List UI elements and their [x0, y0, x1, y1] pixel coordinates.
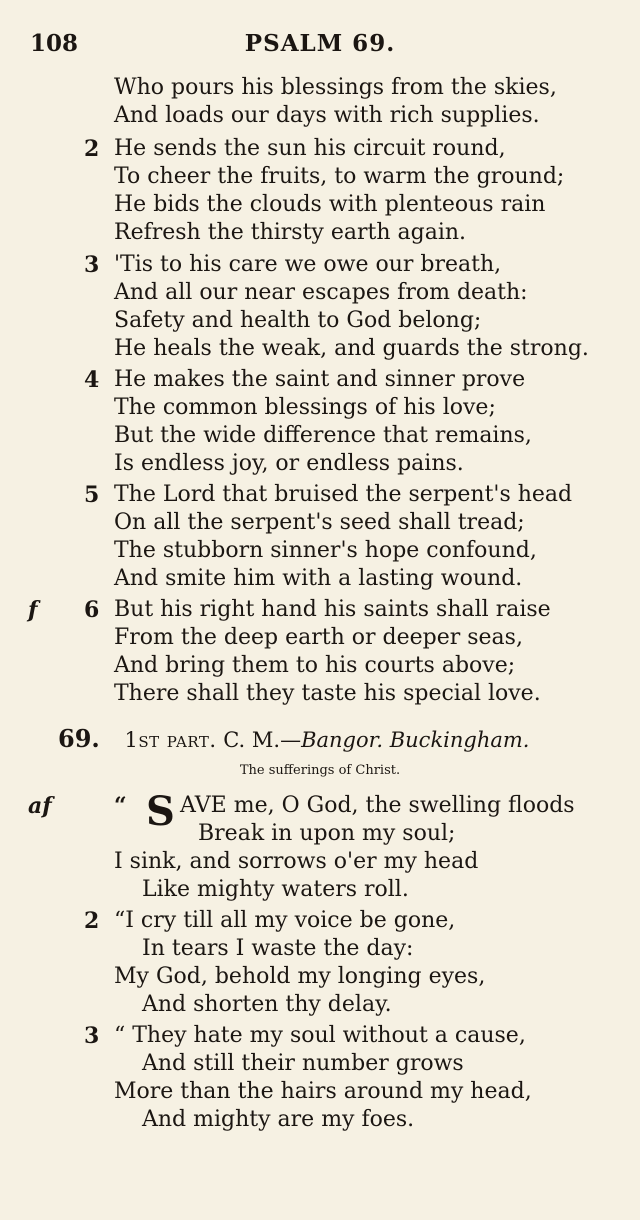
hymn-meter: C. M.—: [223, 728, 302, 752]
stanza-first-line: 2 He sends the sun his circuit round,: [84, 136, 506, 162]
verse-line: And mighty are my foes.: [142, 1107, 415, 1132]
page-title: PSALM 69.: [244, 30, 396, 57]
stanza-first-line: f 6 But his right hand his saints shall raise: [28, 597, 551, 623]
verse-line: There shall they taste his special love.: [114, 681, 541, 706]
stanza-first-line: af “ S AVE me, O God, the swelling floods: [28, 788, 575, 835]
verse-line: From the deep earth or deeper seas,: [114, 625, 523, 650]
page-header: [30, 30, 610, 64]
verse-line: And loads our days with rich supplies.: [114, 103, 540, 128]
hymn-tunes: Bangor. Buckingham.: [301, 728, 530, 752]
stanza-first-line: 5 The Lord that bruised the serpent's head: [84, 482, 573, 508]
stanza-number: 2: [84, 908, 100, 934]
verse-line: On all the serpent's seed shall tread;: [114, 510, 525, 535]
verse-line: And still their number grows: [142, 1051, 464, 1076]
verse-line: And all our near escapes from death:: [114, 280, 528, 305]
stanza-number: 5: [84, 482, 100, 508]
verse-line: Who pours his blessings from the skies,: [114, 75, 557, 100]
verse-line: I sink, and sorrows o'er my head: [114, 849, 479, 874]
dynamic-marking: f: [28, 597, 38, 623]
stanza-first-line: 4 He makes the saint and sinner prove: [84, 367, 526, 393]
stanza-number: 3: [84, 1023, 100, 1049]
stanza-number: 3: [84, 252, 100, 278]
stanza-number: 6: [84, 597, 100, 623]
hymn-part: 1st part.: [124, 728, 217, 752]
verse-line: But the wide difference that remains,: [114, 423, 532, 448]
verse-line: And bring them to his courts above;: [114, 653, 516, 678]
verse-line: To cheer the fruits, to warm the ground;: [114, 164, 565, 189]
drop-cap: S: [146, 788, 175, 835]
stanza-number: 2: [84, 136, 100, 162]
verse-line: And shorten thy delay.: [142, 992, 392, 1017]
hymn-heading: [58, 724, 529, 753]
stanza-first-line: 3 “ They hate my soul without a cause,: [84, 1023, 526, 1049]
verse-line: He bids the clouds with plenteous rain: [114, 192, 546, 217]
verse-line: Safety and health to God belong;: [114, 308, 482, 333]
stanza-first-line: 3 'Tis to his care we owe our breath,: [84, 252, 502, 278]
verse-line: Is endless joy, or endless pains.: [114, 451, 464, 476]
verse-line: In tears I waste the day:: [142, 936, 414, 961]
verse-line: The common blessings of his love;: [114, 395, 496, 420]
open-quote: “: [114, 793, 127, 819]
verse-line: Break in upon my soul;: [198, 821, 456, 846]
stanza-number: 4: [84, 367, 100, 393]
verse-line: My God, behold my longing eyes,: [114, 964, 486, 989]
verse-line: And smite him with a lasting wound.: [114, 566, 523, 591]
verse-line: He heals the weak, and guards the strong.: [114, 336, 589, 361]
page-number: 108: [30, 30, 79, 57]
dynamic-marking: af: [28, 793, 52, 819]
hymn-subtitle: The sufferings of Christ.: [239, 763, 401, 778]
stanza-first-line: 2 “I cry till all my voice be gone,: [84, 908, 456, 934]
verse-line: More than the hairs around my head,: [114, 1079, 532, 1104]
verse-line: The stubborn sinner's hope confound,: [114, 538, 537, 563]
hymn-number: 69.: [58, 724, 100, 753]
verse-line: Refresh the thirsty earth again.: [114, 220, 467, 245]
verse-line: Like mighty waters roll.: [142, 877, 409, 902]
